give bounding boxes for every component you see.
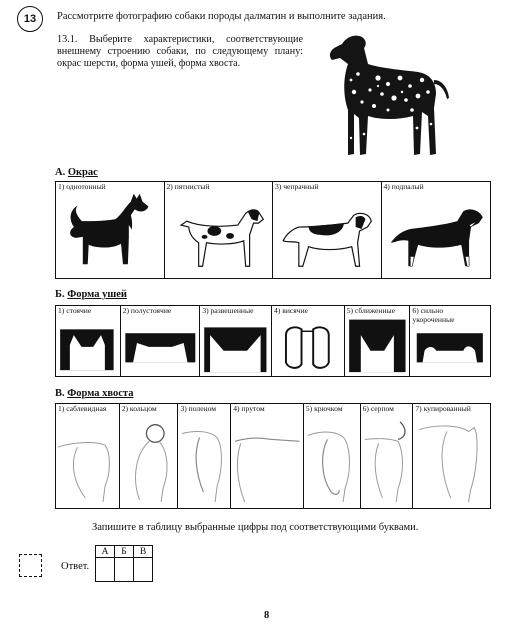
tan-dog-icon [382, 182, 491, 278]
task-number: 13 [23, 13, 37, 25]
dalmatian-photo [318, 34, 452, 164]
hook-tail-icon [304, 404, 360, 508]
option-label: 3) чепрачный [275, 182, 319, 191]
option-label: 4) подпалый [383, 182, 424, 191]
option-label: 2) кольцом [121, 404, 157, 413]
hanging-ears-icon [272, 306, 344, 376]
ring-tail-icon [120, 404, 178, 508]
ears-option-2 [121, 306, 201, 376]
answer-table [95, 545, 153, 582]
ears-option-4 [272, 306, 345, 376]
coat-option-3 [273, 182, 382, 278]
option-label: 2) полустоячие [122, 306, 172, 315]
tail-option-4 [231, 404, 304, 508]
tail-shape-options [55, 403, 491, 509]
coat-option-4 [382, 182, 491, 278]
close-set-ears-icon [345, 306, 410, 376]
task-number-badge [17, 6, 43, 32]
coat-option-1 [56, 182, 165, 278]
option-label: 5) сближенные [346, 306, 396, 315]
page-number: 8 [264, 610, 270, 621]
option-label: 6) серпом [362, 404, 394, 413]
option-label: 5) крючком [305, 404, 343, 413]
answer-header-b: Б [115, 546, 134, 558]
sickle-tail-icon [361, 404, 413, 508]
spotted-dog-icon [165, 182, 273, 278]
answer-cell-a[interactable] [96, 558, 115, 582]
ears-option-3 [200, 306, 272, 376]
answer-header-v: В [134, 546, 153, 558]
coat-option-2 [165, 182, 274, 278]
tail-option-6 [361, 404, 414, 508]
option-label: 1) саблевидная [58, 404, 107, 413]
section-b-title: Б. Форма ушей [55, 289, 127, 300]
tail-option-2 [120, 404, 179, 508]
spread-ears-icon [200, 306, 271, 376]
rod-tail-icon [231, 404, 303, 508]
semi-erect-ears-icon [121, 306, 200, 376]
section-a-title: А. Окрас [55, 167, 98, 178]
answer-header-a: А [96, 546, 115, 558]
saddle-dog-icon [273, 182, 381, 278]
option-label: 3) поленом [180, 404, 217, 413]
ears-option-1 [56, 306, 121, 376]
option-label: 4) прутом [233, 404, 265, 413]
option-label: 1) стоячие [58, 306, 92, 315]
tail-option-1 [56, 404, 120, 508]
option-label: 1) однотонный [58, 182, 106, 191]
cropped-ears-icon [410, 306, 490, 376]
docked-tail-icon [413, 404, 490, 508]
answer-cell-v[interactable] [134, 558, 153, 582]
option-label: 3) развешенные [202, 306, 254, 315]
answer-instruction: Запишите в таблицу выбранные цифры под соответствующими буквами. [92, 522, 419, 533]
erect-ears-icon [56, 306, 120, 376]
saber-tail-icon [56, 404, 119, 508]
ear-shape-options [55, 305, 491, 377]
ears-option-5 [345, 306, 411, 376]
tail-option-7 [413, 404, 490, 508]
answer-label: Ответ. [61, 561, 90, 572]
tail-option-3 [178, 404, 231, 508]
coat-color-options [55, 181, 491, 279]
option-label: 7) купированный [415, 404, 471, 413]
option-label: 4) висячие [274, 306, 309, 315]
log-tail-icon [178, 404, 230, 508]
question-text: 13.1. Выберите характеристики, соответствующие внешнему строению собаки, по следующему плану: окрас шерсти, форма ушей, форма хвоста. [57, 34, 303, 69]
draft-box [19, 554, 42, 577]
solid-dog-icon [56, 182, 164, 278]
ears-option-6 [410, 306, 490, 376]
task-intro: Рассмотрите фотографию собаки породы далматин и выполните задания. [57, 11, 386, 22]
section-c-title: В. Форма хвоста [55, 388, 134, 399]
option-label: 6) сильно укороченные [412, 306, 455, 324]
answer-cell-b[interactable] [115, 558, 134, 582]
option-label: 2) пятнистый [166, 182, 210, 191]
tail-option-5 [304, 404, 361, 508]
